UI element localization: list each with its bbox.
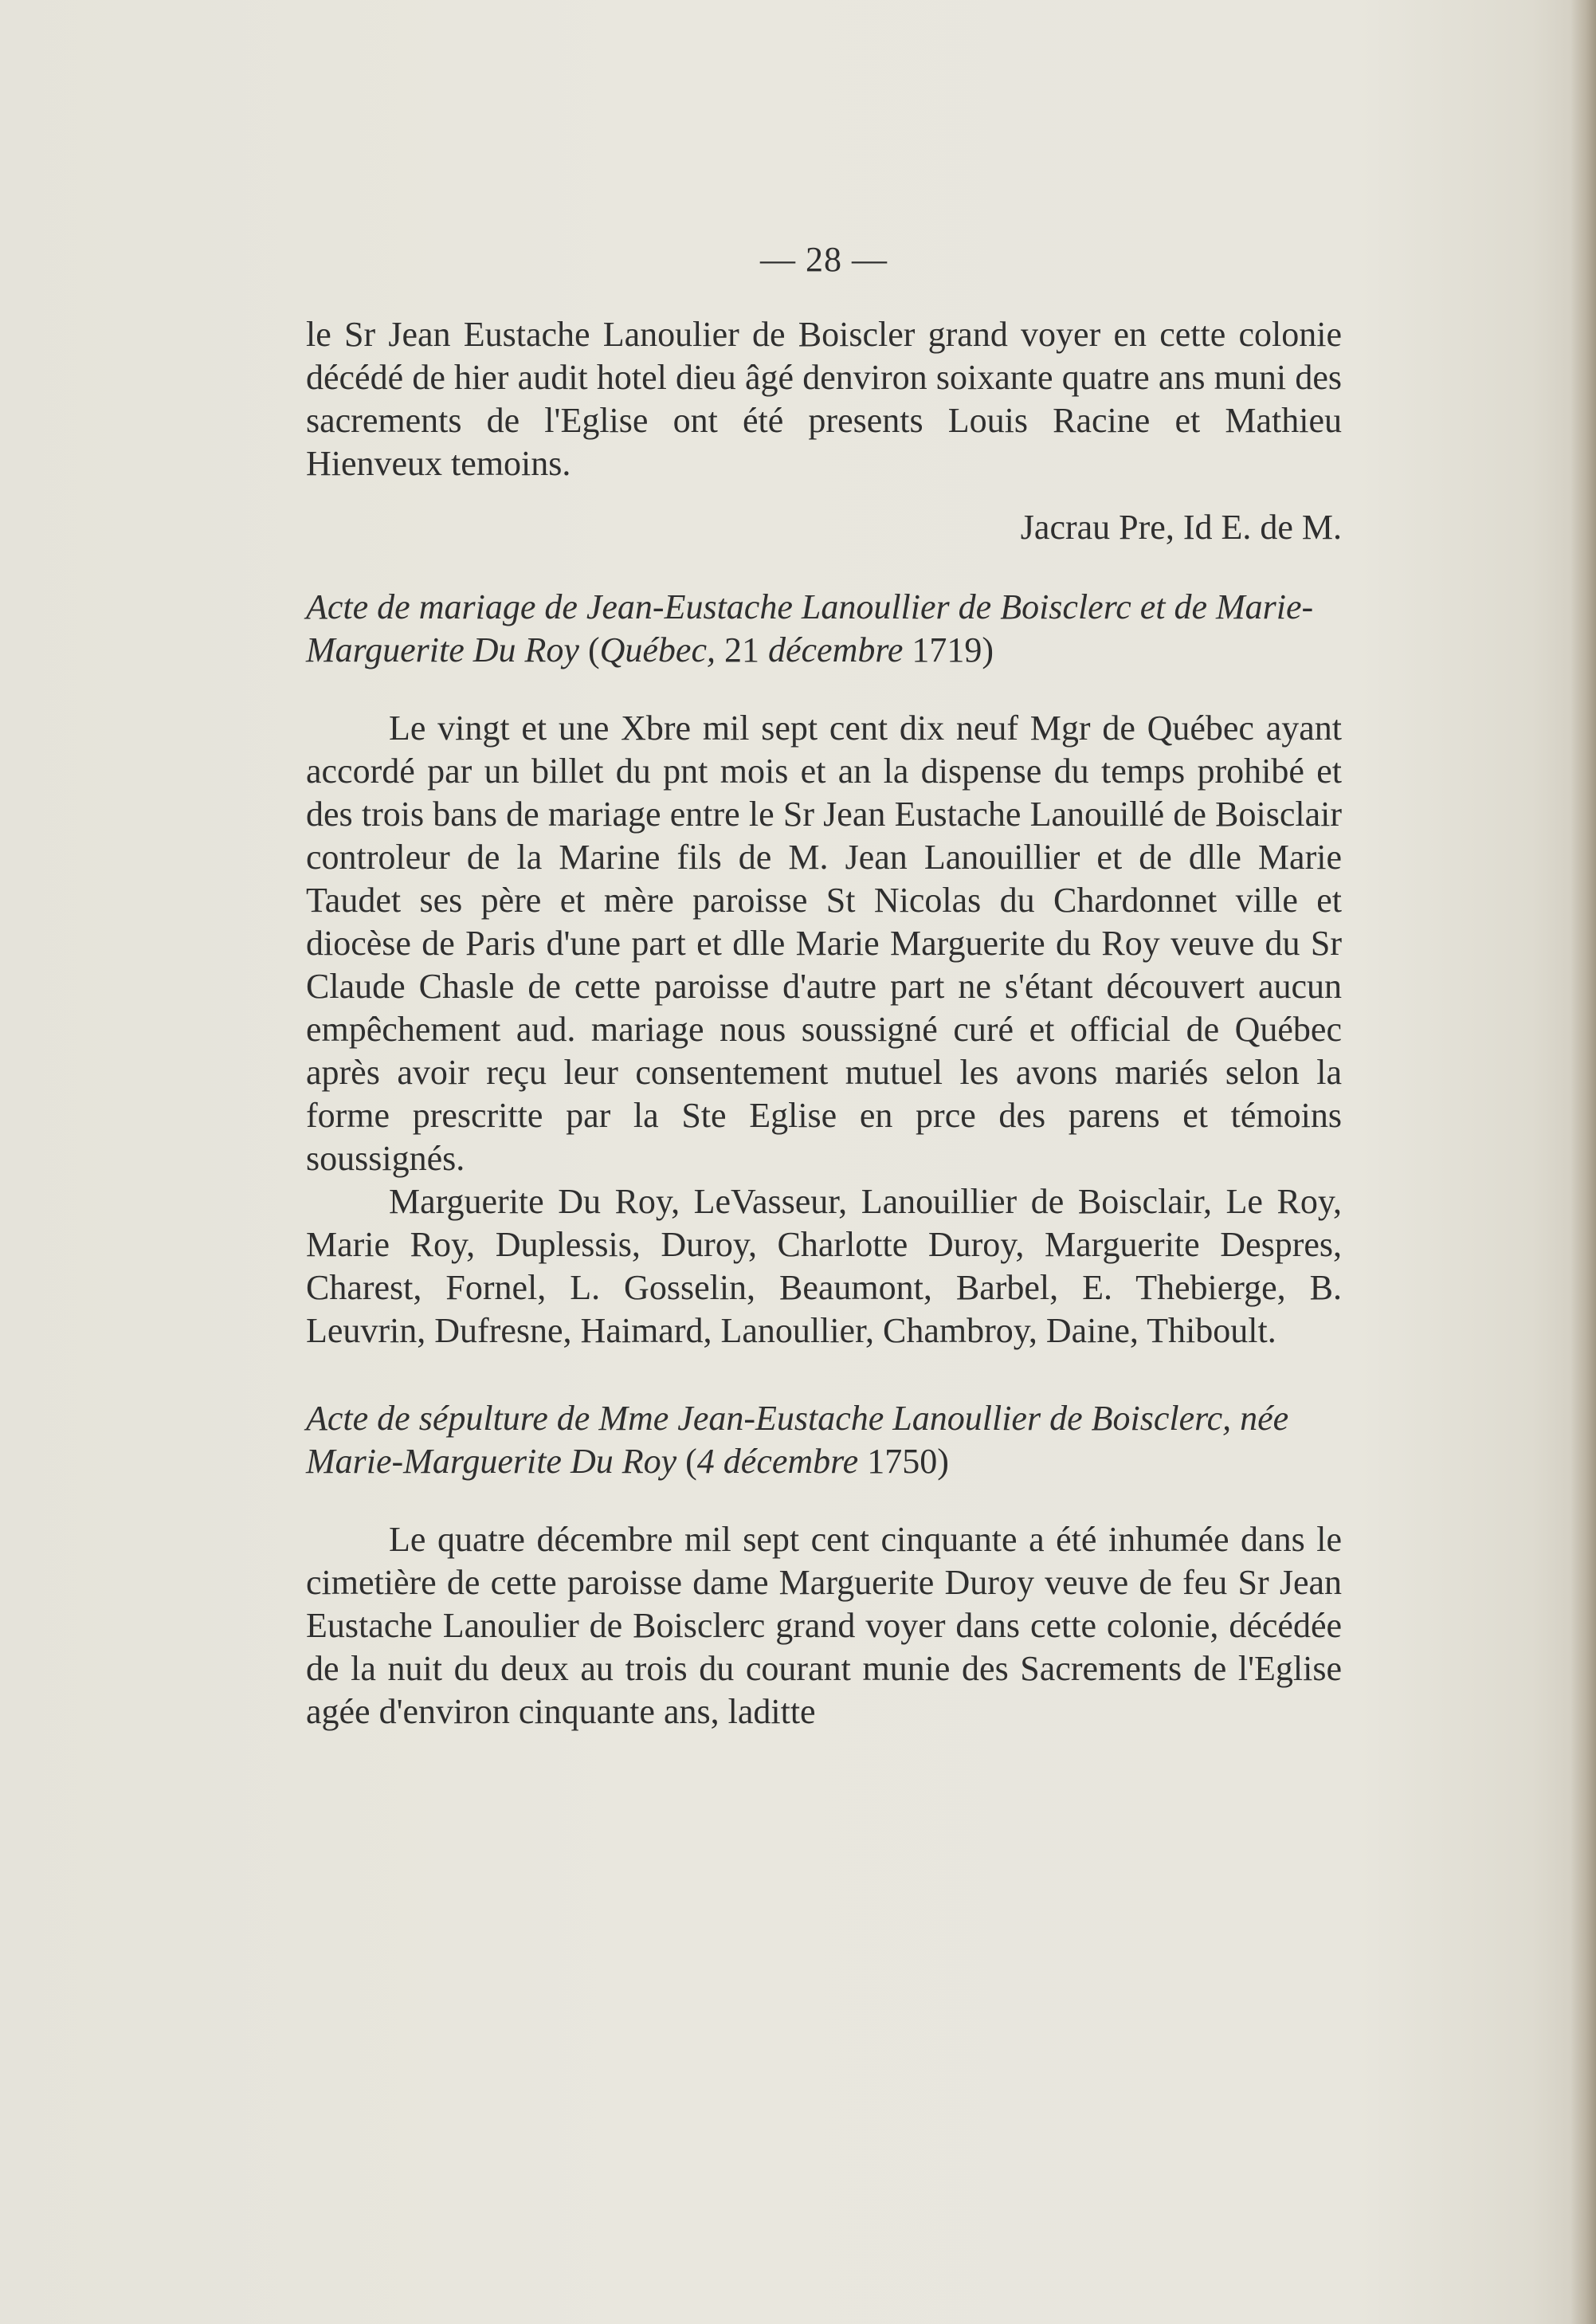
heading-day-italic [697,1442,858,1481]
heading-day: 21 [724,630,759,669]
burial-record-heading [306,1397,1342,1483]
heading-year: 1719 [912,630,982,669]
heading-place: Québec, [599,630,716,669]
burial-record-text: Le quatre décembre mil sept cent cinquante a été inhumée dans le cimetière de cette paroisse dame Marguerite Duroy veuve de feu Sr Jean Eustache Lanoulier de Boisclerc grand voyer dans cette colonie, décédée de la nuit du deux au trois du courant munie des Sacrements de l'Eglise agée d'environ cinquante ans, laditte [306,1520,1342,1731]
marriage-record-text: Le vingt et une Xbre mil sept cent dix neuf Mgr de Québec ayant accordé par un billet du pnt mois et an la dispense du temps prohibé et des trois bans de mariage entre le Sr Jean Eustache Lanouillé de Boisclair controleur de la Marine fils de M. Jean Lanouillier et de dlle Marie Taudet ses père et mère paroisse St Nicolas du Chardonnet ville et diocèse de Paris d'une part et dlle Marie Marguerite du Roy veuve du Sr Claude Chasle de cette paroisse d'autre part ne s'étant découvert aucun empêchement aud. mariage nous soussigné curé et official de Québec après avoir reçu leur consentement mutuel les avons mariés selon la forme prescritte par la Ste Eglise en prce des parens et témoins soussignés. [306,709,1342,1178]
heading-title: Acte de mariage de Jean-Eustache Lanoullier de Boisclerc et de Marie-Marguerite Du Roy [306,587,1314,669]
marriage-record-heading [306,586,1342,672]
heading-title: Acte de sépulture de Mme Jean-Eustache Lanoullier de Boisclerc, née Marie-Marguerite Du Roy [306,1399,1289,1481]
burial-record-continuation: le Sr Jean Eustache Lanoulier de Boiscler grand voyer en cette colonie décédé de hier audit hotel dieu âgé denviron soixante quatre ans muni des sacrements de l'Eglise ont été presents Louis Racine et Mathieu Hienveux temoins. [306,315,1342,483]
heading-day: 4 [696,1442,715,1481]
page-number: — 28 — [760,240,888,279]
marriage-witness-list: Marguerite Du Roy, LeVasseur, Lanouillier de Boisclair, Le Roy, Marie Roy, Duplessis, Duroy, Charlotte Duroy, Marguerite Despres, Charest, Fornel, L. Gosselin, Beaumont, Barbel, E. Thebierge, B. Leuvrin, Dufresne, Haimard, Lanoullier, Chambroy, Daine, Thiboult. [306,1182,1342,1350]
signature-line: Jacrau Pre, Id E. de M. [1020,508,1342,547]
page-edge-shadow [1571,0,1596,2324]
heading-date: (Québec, 21 décembre 1719) [587,630,994,669]
heading-month: décembre [768,630,904,669]
text-block [306,239,1342,1733]
heading-year: 1750 [867,1442,938,1481]
heading-month: décembre [723,1442,859,1481]
heading-date: (4 décembre 1750) [685,1442,949,1481]
